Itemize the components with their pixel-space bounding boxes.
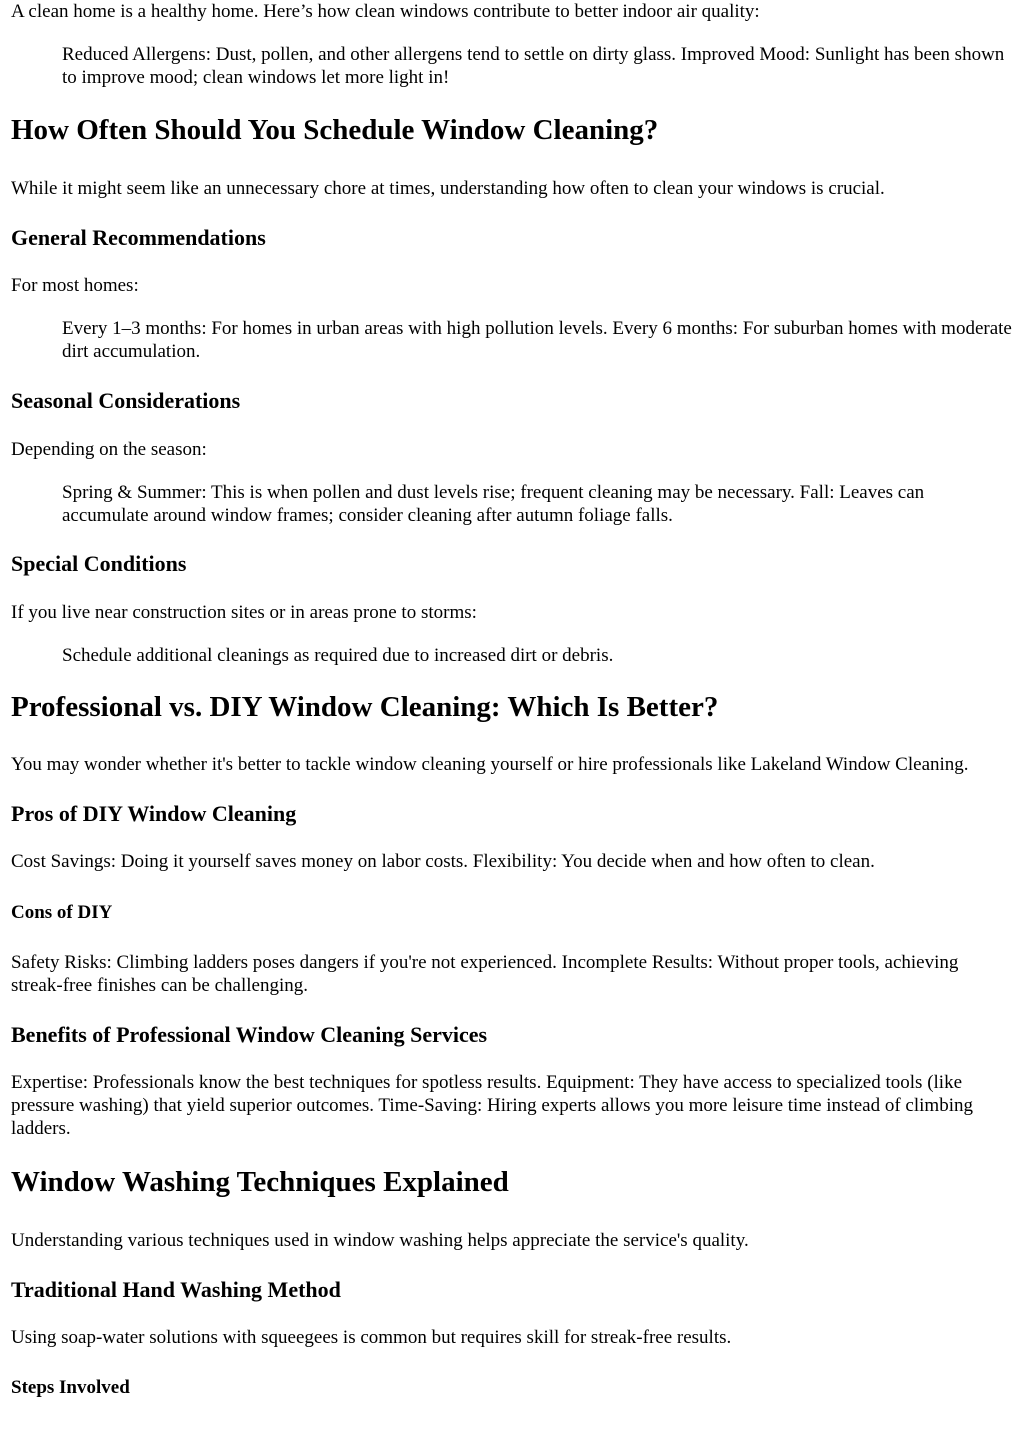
schedule-intro: While it might seem like an unnecessary chore at times, understanding how often to clean your windows is crucial. [11, 178, 885, 199]
intro-quote: Reduced Allergens: Dust, pollen, and other allergens tend to settle on dirty glass. Improved Mood: Sunlight has been shown to improve mood; clean windows let more light in! [62, 44, 1005, 88]
techniques-heading: Window Washing Techniques Explained [11, 1166, 509, 1198]
professional-benefits-text: Expertise: Professionals know the best techniques for spotless results. Equipment: They have access to specialized tools (like pressure washing) that yield superior outcomes. Time-Saving: Hiring experts allows you more leisure time instead of climbing ladders. [11, 1072, 973, 1139]
schedule-heading: How Often Should You Schedule Window Cleaning? [11, 114, 659, 146]
cons-diy-text: Safety Risks: Climbing ladders poses dangers if you're not experienced. Incomplete Results: Without proper tools, achieving streak-free finishes can be challenging. [11, 952, 959, 996]
hand-washing-heading: Traditional Hand Washing Method [11, 1277, 341, 1302]
cons-diy-heading: Cons of DIY [11, 902, 113, 923]
seasonal-considerations-quote: Spring & Summer: This is when pollen and dust levels rise; frequent cleaning may be necessary. Fall: Leaves can accumulate around window frames; consider cleaning after autumn foliage falls. [62, 482, 925, 526]
comparison-heading: Professional vs. DIY Window Cleaning: Which Is Better? [11, 691, 719, 723]
comparison-intro: You may wonder whether it's better to tackle window cleaning yourself or hire professionals like Lakeland Window Cleaning. [11, 754, 969, 775]
techniques-intro: Understanding various techniques used in window washing helps appreciate the service's quality. [11, 1230, 749, 1251]
general-recommendations-quote: Every 1–3 months: For homes in urban areas with high pollution levels. Every 6 months: For suburban homes with moderate dirt accumulation. [62, 318, 1012, 362]
pros-diy-heading: Pros of DIY Window Cleaning [11, 801, 297, 826]
steps-involved-heading: Steps Involved [11, 1377, 130, 1398]
seasonal-considerations-lead: Depending on the season: [11, 439, 207, 460]
general-recommendations-heading: General Recommendations [11, 225, 266, 250]
special-conditions-heading: Special Conditions [11, 551, 187, 576]
intro-paragraph: A clean home is a healthy home. Here’s how clean windows contribute to better indoor air quality: [11, 1, 760, 22]
general-recommendations-lead: For most homes: [11, 275, 139, 296]
hand-washing-text: Using soap-water solutions with squeegees is common but requires skill for streak-free results. [11, 1327, 732, 1348]
pros-diy-text: Cost Savings: Doing it yourself saves money on labor costs. Flexibility: You decide when and how often to clean. [11, 851, 875, 872]
special-conditions-quote: Schedule additional cleanings as required due to increased dirt or debris. [62, 645, 614, 666]
seasonal-considerations-heading: Seasonal Considerations [11, 388, 241, 413]
professional-benefits-heading: Benefits of Professional Window Cleaning Services [11, 1022, 488, 1047]
special-conditions-lead: If you live near construction sites or in areas prone to storms: [11, 602, 477, 623]
